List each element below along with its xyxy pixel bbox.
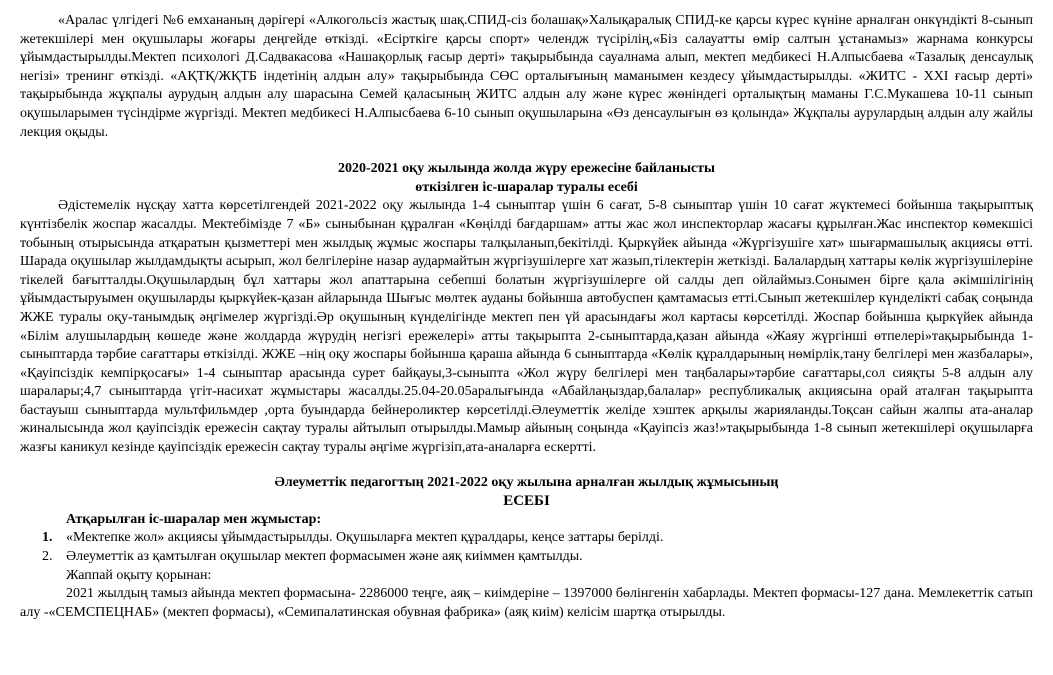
list-item-text: Әлеуметтік аз қамтылған оқушылар мектеп формасымен және аяқ киіммен қамтылды. (66, 549, 583, 565)
section2-subheading: Атқарылған іс-шаралар мен жұмыстар: (66, 511, 322, 527)
section1-title-line2: өткізілген іс-шаралар туралы есебі (415, 179, 638, 195)
section2-title-line1: Әлеуметтік педагогтың 2021-2022 оқу жылына арналған жылдық жұмысының (274, 474, 779, 490)
list-item-number: 1. (42, 530, 53, 546)
section1-title-line1: 2020-2021 оқу жылында жолда жүру ережесіне байланысты (338, 161, 715, 177)
section1-body: Әдістемелік нұсқау хатта көрсетілгендей 2021-2022 оқу жылында 1-4 сыныптар үшін 6 сағат, 5-8 сыныптар үшін 10 сағат жүктемесі бойынша тақырыптық күнтізбелік жоспар жасалды. Мектебімізде 7 «Б» сыныбынан құралған «Көңілді бағдаршам» атты жас жол инспекторлар жасағы құрылған.Жас инспектор көмекшісі тобының отырысында атқаратын қызметтері мен жылдық жұмыс жоспары талқыланып,бекітілді. Қыркүйек айында «Жүргізушіге хат» шығармашылық акциясы өтті. Шарада оқушылар жылдамдықты асырып, жол белгілеріне назар аудармайтын жүргізушілерге хат жазып,тілектерін жеткізді. Балалардың хаттары көлік жүргізушілеріне тікелей бағытталды.Оқушылардың бұл хаттары жол апаттарына себепші болатын жүргізушілерге ой салды деп ойлаймыз.Сонымен бірге қала әкімшілігінің ұйымдастыруымен оқушыларды қыркүйек-қазан айларында Шығыс мөлтек ауданы бойынша автобуспен қамтамасыз етті.Сынып жетекшілер күнделікті сабақ соңында ЖЖЕ туралы оқу-танымдық әңгімелер жүргізді.Әр оқушының күнделігінде мектеп пен үй арасындағы жол картасы көрсетілді. Жоспар бойынша қыркүйек айында «Білім алушылардың көшеде және жолдарда жүрудің негізгі ережелері» атты тақырыпта 2-сыныптарда,қазан айында «Жаяу жүргінші өтпелері»тақырыбында 1-сыныптарда тәрбие сағаттары өткізілді. ЖЖЕ –нің оқу жоспары бойынша қараша айында 6 сыныптарда «Көлік құралдарының нөмірлік,тану белгілері мен жазбалары», «Қауіпсіздік кемпірқосағы» 1-4 сыныптар арасында сурет байқауы,3-сыныпта «Жол жүру белгілері мен таңбалары»тәрбие сағаттары,сол сияқты 5-8 алдын алу шаралары;4,7 сыныптарда үгіт-насихат жұмыстары жасалды.25.04-20.05аралығында «Абайлаңыздар,балалар» республикалық акциясына орай аталған тақырыпта бастауыш сыныптарда мультфильмдер ,орта буындарда бейнероликтер көрсетілді.Әлеуметтік желіде хэштек арқылы жарияланды.Тоқсан сайын жалпы ата-аналар жиналысында жол қауіпсіздік ережесін сақтау туралы айтылып отырылды.Мамыр айының соңында «Қауіпсіз жаз!»тақырыбында 1-8 сынып жетекшілері оқушыларға жазғы каникул кезінде қауіпсіздік ережесін сақтау туралы әңгіме жүргізіп,ата-аналарға ескертті. (20, 198, 1033, 456)
list-item (20, 529, 1033, 548)
list-item-text: «Мектепке жол» акциясы ұйымдастырылды. Оқушыларға мектеп құралдары, кеңсе заттары берілді. (66, 530, 664, 546)
spacer (20, 142, 1033, 160)
intro-paragraph: «Аралас үлгідегі №6 емхананың дәрігері «Алкогольсіз жастық шақ.СПИД-сіз болашақ»Халықаралық СПИД-ке қарсы күрес күніне арналған онкүндікті 8-сынып жетекшілері мен оқушылары жоғары деңгейде өткізді. «Есірткіге қарсы спорт» челендж түсірілің,«Біз салауатты өмір салтын ұстанамыз» жарнама конкурсы ұйымдастырылды.Мектеп психологі Д.Садвакасова «Нашақорлық ғасыр дерті» тақырыбында сауалнама алып, мектеп медбикесі Н.Алпысбаева «Тазалық денсаулық негізі» тренинг өткізді. «АҚТҚ/ЖҚТБ індетінің алдын алу» тақырыбында СӨС орталығының маманымен кездесу ұйымдастырылды. «ЖИТС - XXI ғасыр дерті» тақырыбында жұқпалы аурудың алдын алу шарасына Семей қаласының ЖИТС алдын алу және күрес жөніндегі орталықтың маманы Г.С.Мукашева 10-11 сынып оқушыларымен түсіндірме жүргізді. Мектеп медбикесі Н.Алпысбаева 6-10 сынып оқушыларына «Өз денсаулығын өз қолында» Жұқпалы аурулардың алдын алу жайлы лекция оқыды. (20, 13, 1033, 140)
final-paragraph: 2021 жылдың тамыз айында мектеп формасына- 2286000 теңге, аяқ – киімдеріне – 1397000 бөлінгенін хабарлады. Мектеп формасы-127 дана. Мемлекеттік сатып алу -«СЕМСПЕЦНАБ» (мектеп формасы), «Семипалатинская обувная фабрика» (аяқ киім) келісім шартқа отырылды. (20, 586, 1033, 620)
spacer (20, 458, 1033, 474)
list-item-number: 2. (42, 549, 53, 565)
activities-list (20, 529, 1033, 566)
fund-label: Жаппай оқыту қорынан: (66, 567, 212, 583)
section2-title-line2: ЕСЕБІ (503, 493, 550, 510)
list-item (20, 548, 1033, 567)
